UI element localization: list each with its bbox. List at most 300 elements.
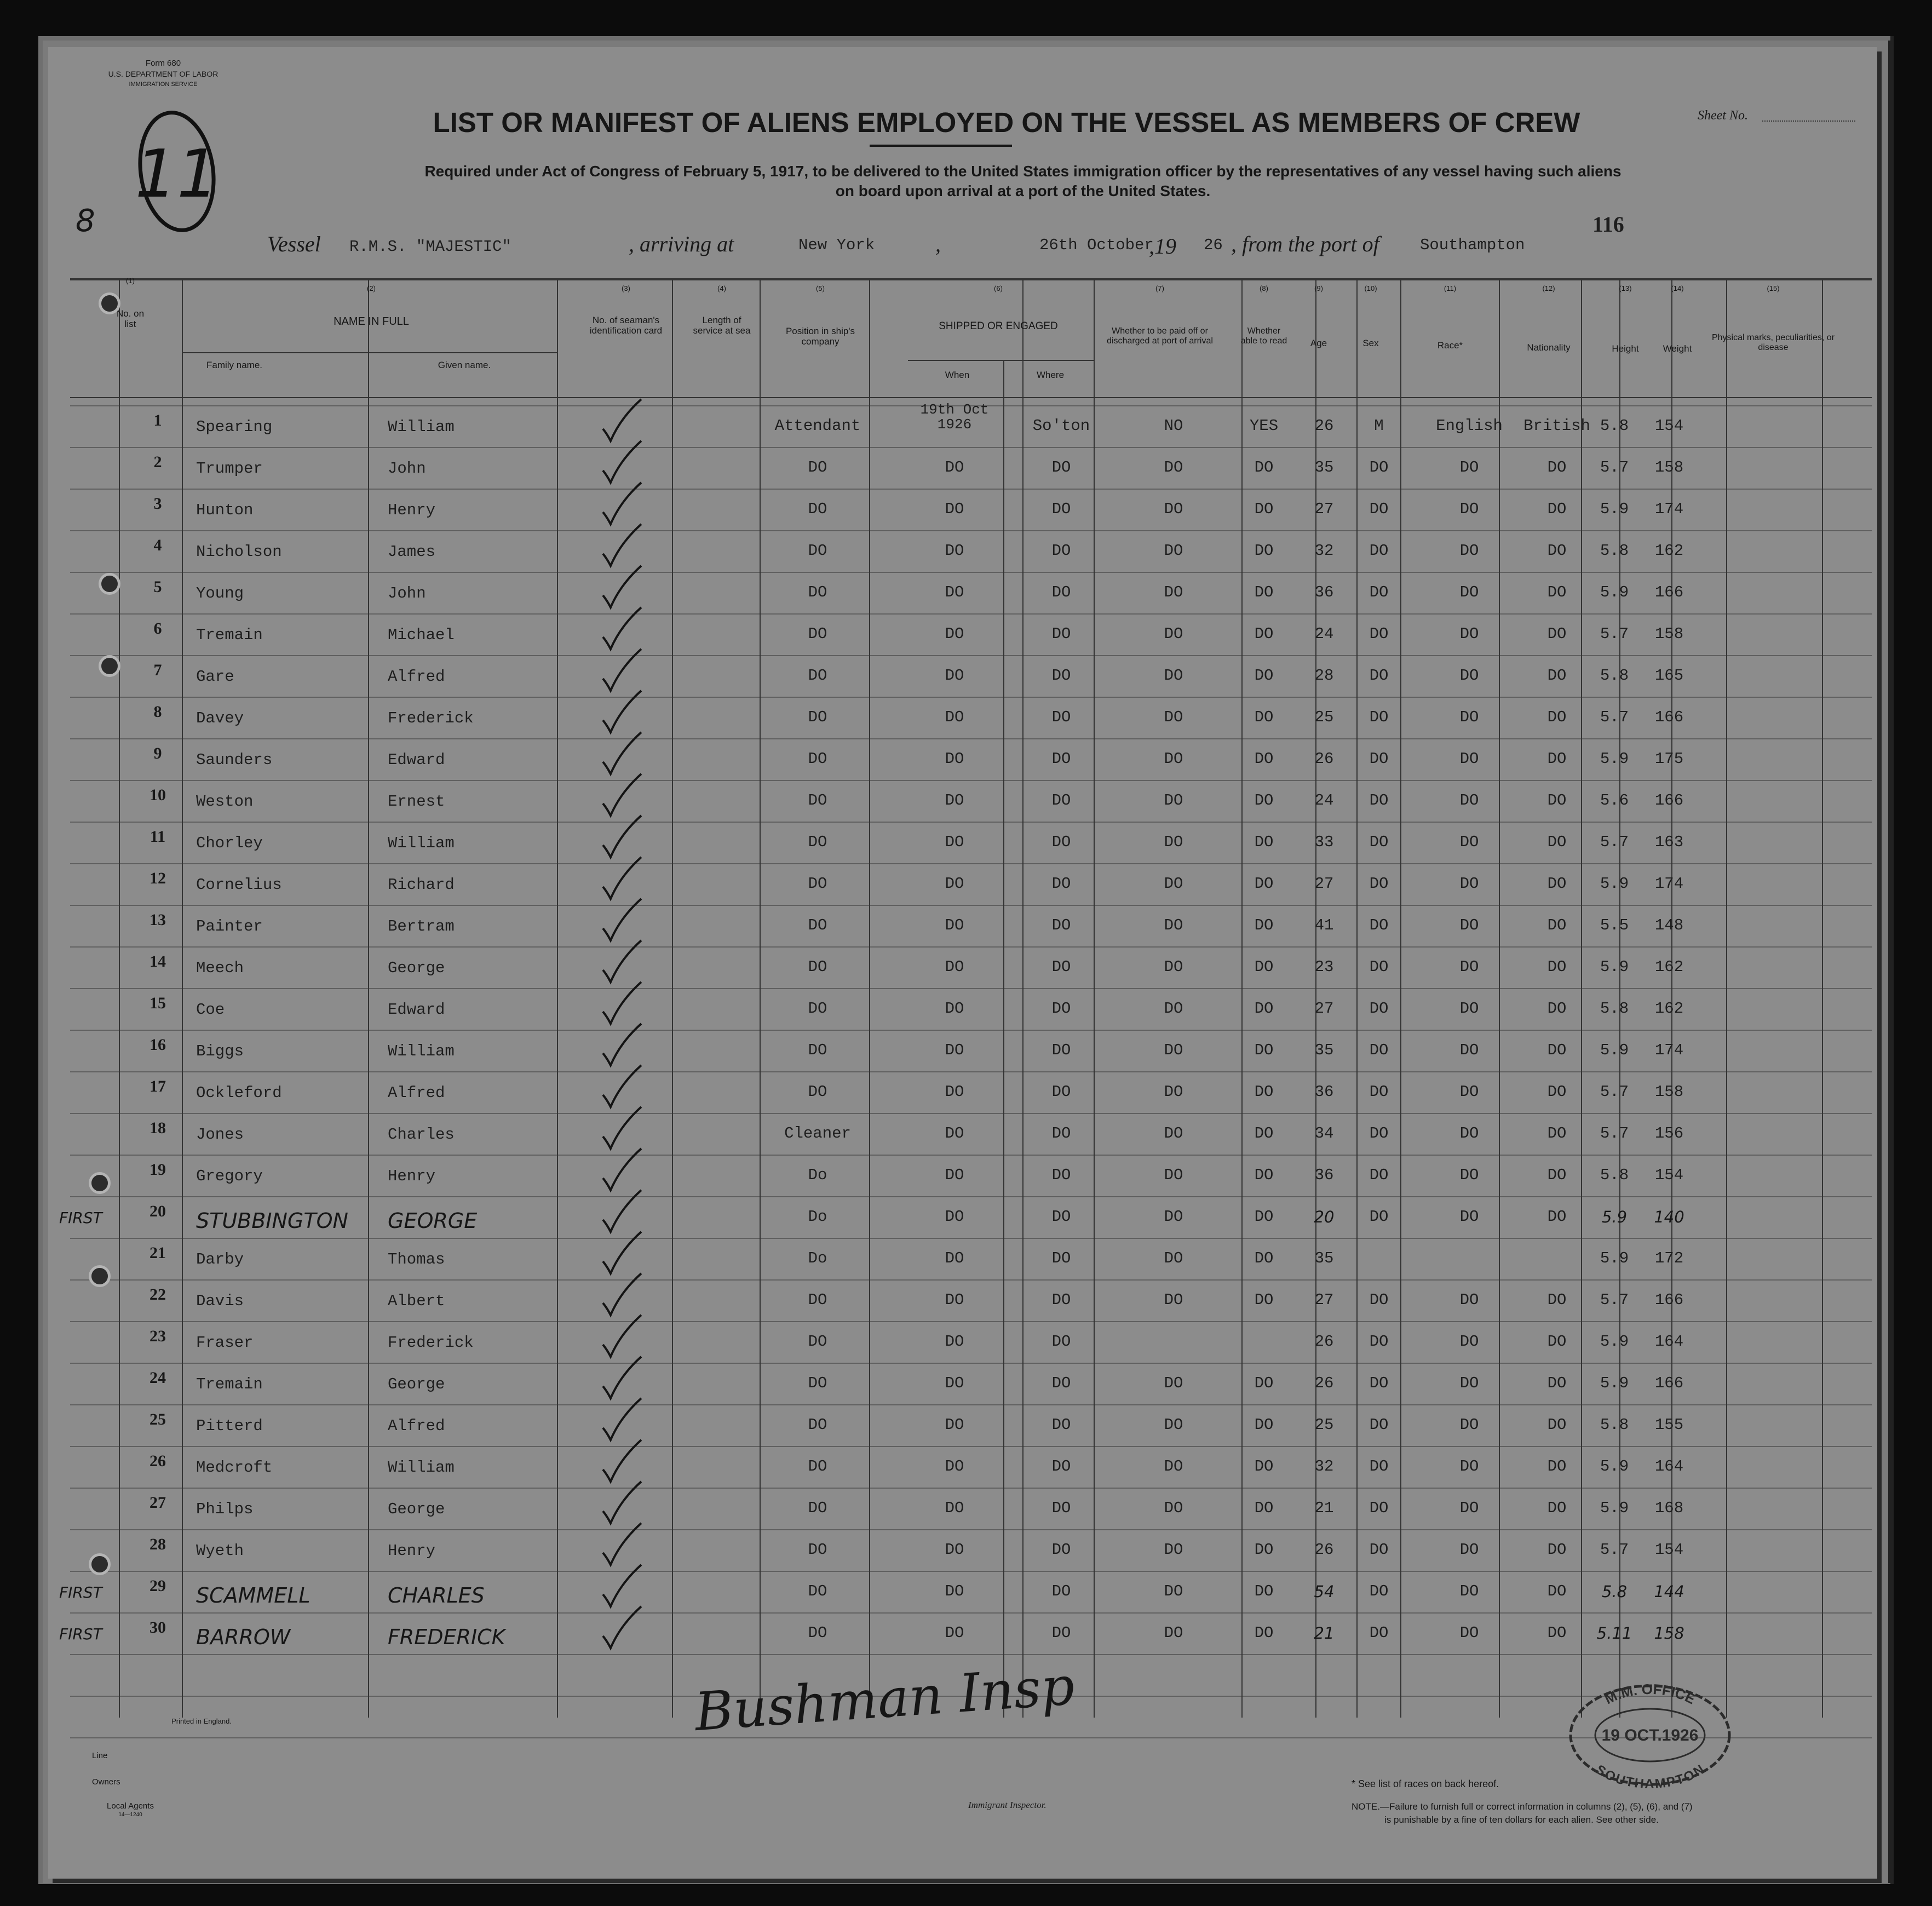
col-6-number: (6) — [994, 284, 1003, 292]
table-row — [48, 1405, 1877, 1446]
col-7-header: Whether to be paid off or discharged at port of arrival — [1107, 326, 1213, 346]
age: 54 — [1314, 1582, 1335, 1601]
service: IMMIGRATION SERVICE — [129, 81, 198, 88]
table-row — [48, 1530, 1877, 1571]
position: DO — [808, 458, 827, 476]
paid-off: DO — [1164, 1000, 1183, 1018]
race: DO — [1459, 1124, 1479, 1143]
weight: 162 — [1654, 542, 1684, 560]
shipped-when: DO — [945, 958, 964, 976]
row-number: 11 — [150, 828, 166, 846]
age: 23 — [1314, 958, 1334, 976]
sex: DO — [1369, 1000, 1389, 1018]
height: 5.9 — [1600, 1499, 1629, 1517]
height: 5.8 — [1600, 1000, 1629, 1018]
given-name-header: Given name. — [438, 360, 491, 370]
sex: DO — [1369, 1333, 1389, 1351]
height: 5.11 — [1596, 1624, 1632, 1643]
age: 24 — [1314, 625, 1334, 643]
height: 5.9 — [1600, 1457, 1629, 1476]
table-row — [48, 489, 1877, 531]
family-name: Gare — [196, 668, 234, 686]
able-to-read: DO — [1254, 1291, 1274, 1309]
position: DO — [808, 1291, 827, 1309]
shipped-when: DO — [945, 542, 964, 560]
sex: DO — [1369, 1416, 1389, 1434]
given-name: Alfred — [388, 1084, 445, 1102]
height: 5.8 — [1601, 1582, 1628, 1601]
punch-hole — [89, 1172, 111, 1194]
subtitle-line-2: on board upon arrival at a port of the United States. — [835, 182, 1211, 199]
table-row — [48, 1197, 1877, 1238]
race: DO — [1459, 750, 1479, 768]
height: 5.9 — [1600, 958, 1629, 976]
race-header: Race* — [1437, 340, 1463, 351]
race: DO — [1459, 1000, 1479, 1018]
agents-code: 14—1240 — [118, 1812, 142, 1818]
row-number: 28 — [150, 1535, 166, 1553]
shipped-where: DO — [1051, 1083, 1071, 1101]
position: DO — [808, 1000, 827, 1018]
list-number-mark — [125, 105, 229, 242]
family-name: Tremain — [196, 626, 263, 644]
height: 5.5 — [1600, 916, 1629, 934]
able-to-read: DO — [1254, 1499, 1274, 1517]
race: DO — [1459, 583, 1479, 601]
position: DO — [808, 916, 827, 934]
paid-off: DO — [1164, 916, 1183, 934]
sex: DO — [1369, 458, 1389, 476]
shipped-when: DO — [945, 833, 964, 851]
family-name: Biggs — [196, 1042, 244, 1060]
given-name: William — [388, 834, 455, 852]
age: 35 — [1314, 1249, 1334, 1267]
position: DO — [808, 1333, 827, 1351]
family-name: Fraser — [196, 1334, 254, 1352]
col-5-number: (5) — [816, 284, 825, 292]
paid-off: DO — [1164, 1416, 1183, 1434]
able-to-read: DO — [1254, 1416, 1274, 1434]
paid-off: DO — [1164, 667, 1183, 685]
weight-header: Weight — [1663, 343, 1692, 354]
age: 35 — [1314, 1041, 1334, 1059]
row-number: 21 — [150, 1244, 166, 1262]
table-row — [48, 864, 1877, 905]
family-name: Ockleford — [196, 1084, 282, 1102]
sex: DO — [1369, 1166, 1389, 1184]
row-number: 23 — [150, 1327, 166, 1345]
family-name: Tremain — [196, 1375, 263, 1393]
table-row — [48, 572, 1877, 614]
svg-text:SOUTHAMPTON: SOUTHAMPTON — [1593, 1762, 1707, 1789]
paid-off: DO — [1164, 1499, 1183, 1517]
paid-off: DO — [1164, 1124, 1183, 1143]
shipped-when: DO — [945, 1041, 964, 1059]
paid-off: DO — [1164, 1624, 1183, 1642]
form-number: Form 680 — [145, 59, 181, 68]
position: DO — [808, 958, 827, 976]
weight: 144 — [1654, 1582, 1684, 1601]
height: 5.9 — [1600, 500, 1629, 518]
shipped-where: DO — [1051, 875, 1071, 893]
given-name: George — [388, 1500, 445, 1518]
height: 5.8 — [1600, 1416, 1629, 1434]
position: DO — [808, 1416, 827, 1434]
year-prefix: ,19 — [1149, 234, 1176, 259]
height: 5.6 — [1600, 791, 1629, 810]
sex: DO — [1369, 791, 1389, 810]
paid-off: DO — [1164, 583, 1183, 601]
height: 5.9 — [1600, 875, 1629, 893]
race: DO — [1459, 916, 1479, 934]
race: DO — [1459, 1374, 1479, 1392]
table-row — [48, 989, 1877, 1030]
given-name: Henry — [388, 501, 436, 519]
given-name: George — [388, 959, 445, 977]
shipped-where: DO — [1051, 958, 1071, 976]
shipped-where: DO — [1051, 1416, 1071, 1434]
punch-hole — [99, 573, 120, 595]
sex: DO — [1369, 1124, 1389, 1143]
position: DO — [808, 833, 827, 851]
able-to-read: DO — [1254, 1374, 1274, 1392]
sex: DO — [1369, 1291, 1389, 1309]
position: DO — [808, 1083, 827, 1101]
weight: 155 — [1654, 1416, 1684, 1434]
shipped-where: DO — [1051, 1457, 1071, 1476]
family-name: Nicholson — [196, 543, 282, 561]
table-row — [48, 656, 1877, 697]
paid-off: DO — [1164, 458, 1183, 476]
race: DO — [1459, 1291, 1479, 1309]
height-header: Height — [1612, 343, 1639, 354]
comma: , — [935, 232, 941, 256]
shipped-when: 19th Oct 1926 — [920, 401, 989, 433]
row-number: 12 — [150, 869, 166, 887]
given-name: William — [388, 1459, 455, 1477]
col-4-number: (4) — [717, 284, 726, 292]
col-2-number: (2) — [367, 284, 376, 292]
family-name: Painter — [196, 917, 263, 935]
table-row — [48, 780, 1877, 822]
shipped-where: DO — [1051, 833, 1071, 851]
shipped-when: DO — [945, 1166, 964, 1184]
age: 26 — [1314, 1374, 1334, 1392]
able-to-read: DO — [1254, 1582, 1274, 1600]
race: English — [1436, 417, 1503, 435]
nationality: DO — [1547, 916, 1567, 934]
table-row — [48, 1322, 1877, 1363]
table-row — [48, 1072, 1877, 1113]
given-name: Charles — [388, 1126, 455, 1144]
family-name: BARROW — [196, 1625, 291, 1649]
shipped-when: DO — [945, 1333, 964, 1351]
punch-hole — [89, 1553, 111, 1575]
table-row — [48, 739, 1877, 780]
weight: 154 — [1654, 1166, 1684, 1184]
manifest-sheet — [48, 47, 1877, 1879]
row-number: 2 — [153, 453, 162, 471]
weight: 165 — [1654, 667, 1684, 685]
col-6-header: SHIPPED OR ENGAGED — [939, 320, 1058, 332]
height: 5.8 — [1600, 542, 1629, 560]
paid-off: DO — [1164, 1582, 1183, 1600]
able-to-read: DO — [1254, 583, 1274, 601]
table-row — [48, 614, 1877, 656]
able-to-read: DO — [1254, 1541, 1274, 1559]
sex: DO — [1369, 1582, 1389, 1600]
col-7-number: (7) — [1155, 284, 1164, 292]
able-to-read: DO — [1254, 875, 1274, 893]
sex: DO — [1369, 1457, 1389, 1476]
nationality: DO — [1547, 1624, 1567, 1642]
race: DO — [1459, 1624, 1479, 1642]
given-name: Alfred — [388, 668, 445, 686]
nationality: DO — [1547, 625, 1567, 643]
race: DO — [1459, 1416, 1479, 1434]
height: 5.7 — [1600, 1541, 1629, 1559]
shipped-where: DO — [1051, 1499, 1071, 1517]
height: 5.8 — [1600, 667, 1629, 685]
sex: DO — [1369, 1624, 1389, 1642]
paid-off: DO — [1164, 542, 1183, 560]
weight: 154 — [1654, 417, 1684, 435]
shipped-where: DO — [1051, 500, 1071, 518]
race: DO — [1459, 458, 1479, 476]
family-name: STUBBINGTON — [196, 1209, 348, 1233]
paid-off: DO — [1164, 750, 1183, 768]
race: DO — [1459, 625, 1479, 643]
given-name: John — [388, 584, 426, 602]
col-11-number: (11) — [1444, 284, 1457, 292]
sex: DO — [1369, 1499, 1389, 1517]
family-name: Philps — [196, 1500, 254, 1518]
given-name: George — [388, 1375, 445, 1393]
able-to-read: DO — [1254, 1624, 1274, 1642]
race: DO — [1459, 1041, 1479, 1059]
nationality: DO — [1547, 1000, 1567, 1018]
paid-off: NO — [1164, 417, 1183, 435]
owners-label: Owners — [92, 1777, 120, 1787]
height: 5.9 — [1601, 1208, 1628, 1226]
shipped-when: DO — [945, 583, 964, 601]
position: DO — [808, 500, 827, 518]
sex: DO — [1369, 916, 1389, 934]
race: DO — [1459, 1333, 1479, 1351]
age: 36 — [1314, 583, 1334, 601]
given-name: Alfred — [388, 1417, 445, 1435]
age: 20 — [1314, 1208, 1335, 1226]
nationality: DO — [1547, 1374, 1567, 1392]
age: 32 — [1314, 1457, 1334, 1476]
nationality: DO — [1547, 1416, 1567, 1434]
age: 26 — [1314, 1333, 1334, 1351]
paid-off: DO — [1164, 1249, 1183, 1267]
sex: DO — [1369, 1374, 1389, 1392]
nationality: DO — [1547, 1208, 1567, 1226]
position: DO — [808, 667, 827, 685]
age: 21 — [1314, 1499, 1334, 1517]
note-line-1: NOTE.—Failure to furnish full or correct information in columns (2), (5), (6), and (7) — [1352, 1801, 1693, 1812]
shipped-when: DO — [945, 1624, 964, 1642]
nationality: DO — [1547, 1083, 1567, 1101]
race: DO — [1459, 1499, 1479, 1517]
table-row — [48, 1488, 1877, 1530]
height: 5.9 — [1600, 1041, 1629, 1059]
weight: 158 — [1654, 625, 1684, 643]
family-name: Jones — [196, 1126, 244, 1144]
sex: DO — [1369, 750, 1389, 768]
position: DO — [808, 1499, 827, 1517]
given-name: John — [388, 460, 426, 478]
shipped-when: DO — [945, 1582, 964, 1600]
position: Attendant — [774, 417, 861, 435]
race: DO — [1459, 1457, 1479, 1476]
race: DO — [1459, 1166, 1479, 1184]
shipped-where: DO — [1051, 1124, 1071, 1143]
shipped-when: DO — [945, 1499, 964, 1517]
printed-in-england: Printed in England. — [171, 1717, 232, 1725]
age: 32 — [1314, 542, 1334, 560]
height: 5.8 — [1600, 1166, 1629, 1184]
col-10-number: (10) — [1364, 284, 1377, 292]
race: DO — [1459, 833, 1479, 851]
race: DO — [1459, 1208, 1479, 1226]
position: DO — [808, 1541, 827, 1559]
nationality: DO — [1547, 833, 1567, 851]
family-name: Wyeth — [196, 1542, 244, 1560]
margin-note: FIRST — [59, 1209, 102, 1227]
nationality: DO — [1547, 500, 1567, 518]
family-name: Medcroft — [196, 1459, 273, 1477]
position: DO — [808, 750, 827, 768]
nationality: DO — [1547, 958, 1567, 976]
shipped-when: DO — [945, 1541, 964, 1559]
sex-header: Sex — [1362, 338, 1379, 348]
shipped-when: DO — [945, 1457, 964, 1476]
position: DO — [808, 875, 827, 893]
table-row — [48, 531, 1877, 572]
when-header: When — [945, 370, 970, 380]
shipped-where: DO — [1051, 791, 1071, 810]
sex: DO — [1369, 500, 1389, 518]
able-to-read: DO — [1254, 667, 1274, 685]
able-to-read: DO — [1254, 958, 1274, 976]
age: 27 — [1314, 875, 1334, 893]
shipped-where: DO — [1051, 1333, 1071, 1351]
able-to-read: DO — [1254, 625, 1274, 643]
sex: DO — [1369, 667, 1389, 685]
age: 26 — [1314, 1541, 1334, 1559]
sex: DO — [1369, 1083, 1389, 1101]
given-name: GEORGE — [388, 1209, 478, 1233]
col-13-number: (13) — [1619, 284, 1632, 292]
age: 33 — [1314, 833, 1334, 851]
given-name: Henry — [388, 1167, 436, 1185]
shipped-where: DO — [1051, 916, 1071, 934]
row-number: 7 — [153, 661, 162, 679]
given-name: Albert — [388, 1292, 445, 1310]
row-number: 14 — [150, 952, 166, 971]
able-to-read: DO — [1254, 1457, 1274, 1476]
able-to-read: DO — [1254, 1083, 1274, 1101]
able-to-read: DO — [1254, 500, 1274, 518]
shipped-when: DO — [945, 1416, 964, 1434]
row-number: 25 — [150, 1410, 166, 1428]
age: 34 — [1314, 1124, 1334, 1143]
punch-hole — [99, 292, 120, 314]
arriving-label: , arriving at — [629, 232, 734, 256]
nationality: DO — [1547, 542, 1567, 560]
family-name: Young — [196, 584, 244, 602]
sheet-number-line — [1762, 120, 1855, 122]
age: 26 — [1314, 750, 1334, 768]
height: 5.7 — [1600, 1083, 1629, 1101]
year-suffix: 26 — [1204, 236, 1223, 254]
inspector-label: Immigrant Inspector. — [968, 1800, 1046, 1810]
race: DO — [1459, 791, 1479, 810]
punch-hole — [89, 1265, 111, 1287]
from-label: , from the port of — [1231, 232, 1379, 256]
family-name: Coe — [196, 1001, 225, 1019]
weight: 158 — [1654, 458, 1684, 476]
family-name: Darby — [196, 1250, 244, 1268]
paid-off: DO — [1164, 1291, 1183, 1309]
able-to-read: DO — [1254, 750, 1274, 768]
family-name: Pitterd — [196, 1417, 263, 1435]
age: 21 — [1314, 1624, 1335, 1643]
col-5-header: Position in ship's company — [785, 326, 855, 347]
paid-off: DO — [1164, 1374, 1183, 1392]
local-agents-label: Local Agents — [107, 1801, 154, 1811]
table-row — [48, 1613, 1877, 1655]
shipped-when: DO — [945, 667, 964, 685]
margin-note: FIRST — [59, 1625, 102, 1643]
given-name: Frederick — [388, 1334, 474, 1352]
race: DO — [1459, 875, 1479, 893]
weight: 166 — [1654, 583, 1684, 601]
shipped-where: DO — [1051, 1582, 1071, 1600]
sex: DO — [1369, 583, 1389, 601]
table-row — [48, 1155, 1877, 1197]
paid-off: DO — [1164, 875, 1183, 893]
sex: DO — [1369, 833, 1389, 851]
family-name: Chorley — [196, 834, 263, 852]
margin-mark: 8 — [76, 203, 95, 239]
given-name: William — [388, 418, 455, 436]
col-3-number: (3) — [622, 284, 630, 292]
shipped-when: DO — [945, 1208, 964, 1226]
age: 24 — [1314, 791, 1334, 810]
sex: DO — [1369, 1208, 1389, 1226]
nationality: DO — [1547, 1166, 1567, 1184]
shipped-when: DO — [945, 916, 964, 934]
vessel-label: Vessel — [267, 232, 321, 256]
row-number: 19 — [150, 1161, 166, 1179]
weight: 174 — [1654, 1041, 1684, 1059]
shipped-where: DO — [1051, 1041, 1071, 1059]
shipped-when: DO — [945, 708, 964, 726]
paid-off: DO — [1164, 1166, 1183, 1184]
weight: 164 — [1654, 1333, 1684, 1351]
position: DO — [808, 791, 827, 810]
family-name: Trumper — [196, 460, 263, 478]
nationality: DO — [1547, 1499, 1567, 1517]
row-number: 3 — [153, 495, 162, 513]
position: DO — [808, 1582, 827, 1600]
shipped-where: DO — [1051, 750, 1071, 768]
weight: 162 — [1654, 958, 1684, 976]
